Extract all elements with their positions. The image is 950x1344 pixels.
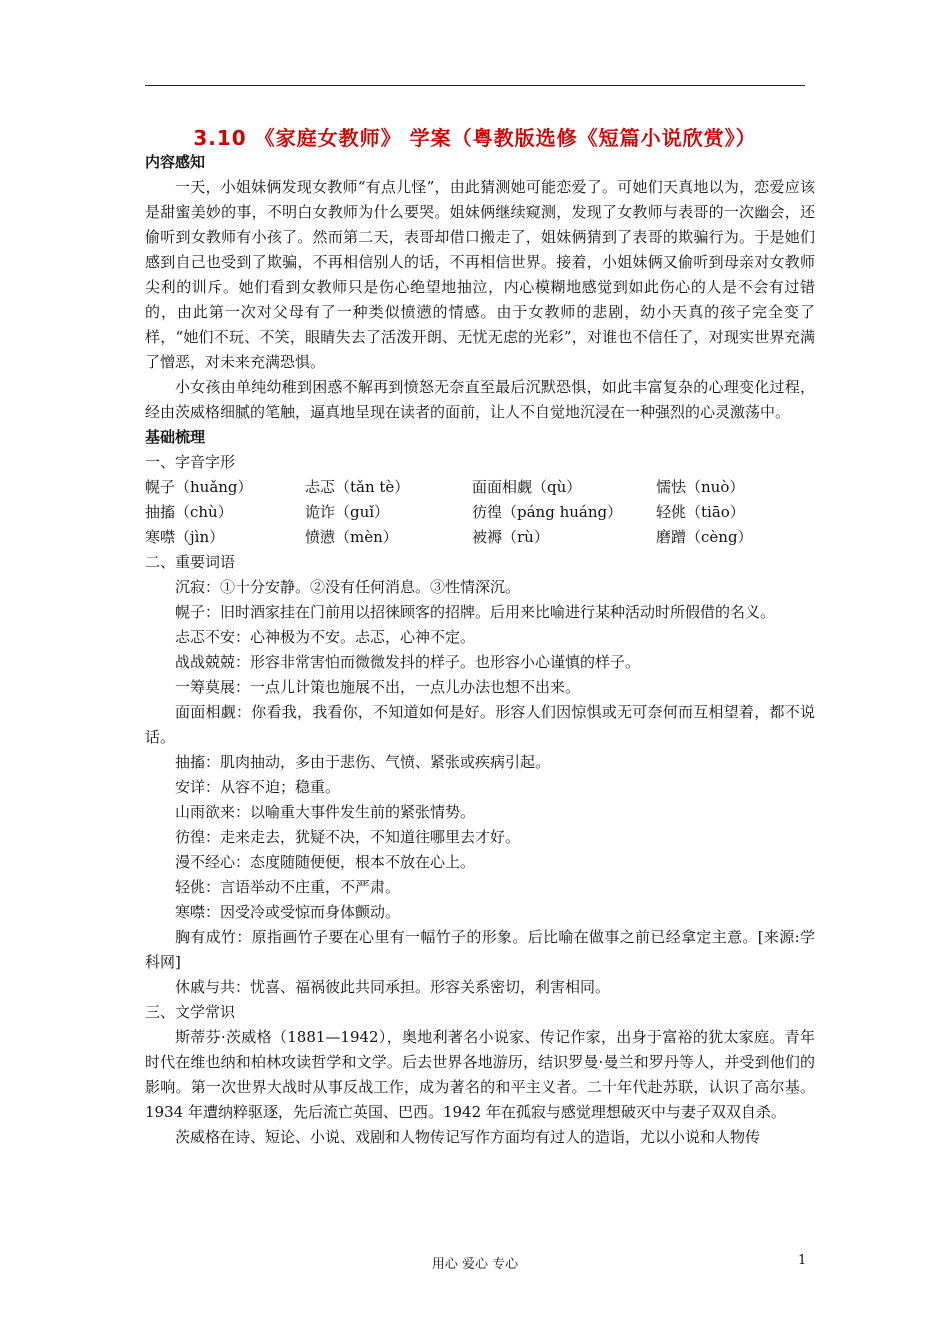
vocab-item: 忐忑（tǎn tè） xyxy=(305,478,410,496)
term-definition: 轻佻：言语举动不庄重，不严肃。 xyxy=(175,878,401,896)
vocab-item: 彷徨（páng huáng） xyxy=(472,503,623,521)
vocab-item: 抽搐（chù） xyxy=(145,503,233,521)
vocab-item: 诡诈（guǐ） xyxy=(305,503,390,521)
term-definition: 漫不经心：态度随随便便，根本不放在心上。 xyxy=(175,853,476,871)
term-definition: 战战兢兢：形容非常害怕而微微发抖的样子。也形容小心谨慎的样子。 xyxy=(175,653,641,671)
term-definition: 面面相觑：你看我，我看你，不知道如何是好。形容人们因惊惧或无可奈何而互相望着，都不说话。 xyxy=(145,703,815,746)
page-number: 1 xyxy=(798,1253,807,1268)
paragraph: 茨威格在诗、短论、小说、戏剧和人物传记写作方面均有过人的造诣，尤以小说和人物传 xyxy=(175,1128,761,1146)
paragraph: 斯蒂芬·茨威格（1881—1942），奥地利著名小说家、传记作家，出身于富裕的犹太家庭。青年时代在维也纳和柏林攻读哲学和文学。后去世界各地游历，结识罗曼·曼兰和罗丹等人，并受到他们的影响。第一次世界大战时从事反战工作，成为著名的和平主义者。二十年代赴苏联，认识了高尔基。1934 年遭纳粹驱逐，先后流亡英国、巴西。1942 年在孤寂与感觉理想破灭中与妻子双双自杀。 xyxy=(145,1028,815,1121)
header-rule xyxy=(145,85,805,86)
term-definition: 抽搐：肌肉抽动，多由于悲伤、气愤、紧张或疾病引起。 xyxy=(175,753,551,771)
subsection-heading: 二、重要词语 xyxy=(145,553,236,571)
vocab-item: 懦怯（nuò） xyxy=(656,478,745,496)
document-body xyxy=(145,150,815,1150)
vocab-item: 寒噤（jìn） xyxy=(145,528,225,546)
term-definition: 安详：从容不迫；稳重。 xyxy=(175,778,341,796)
page-title: 3.10 《家庭女教师》 学案（粤教版选修《短篇小说欣赏》） xyxy=(193,126,757,150)
vocab-item: 幌子（huǎng） xyxy=(145,478,253,496)
term-definition: 一筹莫展：一点儿计策也施展不出，一点儿办法也想不出来。 xyxy=(175,678,581,696)
vocab-item: 轻佻（tiāo） xyxy=(656,503,745,521)
vocab-item: 被褥（rù） xyxy=(472,528,549,546)
section-heading-content: 内容感知 xyxy=(145,153,206,171)
section-heading-basics: 基础梳理 xyxy=(145,428,206,446)
vocab-grid xyxy=(145,475,815,550)
vocab-item: 磨蹭（cèng） xyxy=(656,528,753,546)
term-definition: 忐忑不安：心神极为不安。忐忑，心神不定。 xyxy=(175,628,476,646)
term-definition: 彷徨：走来走去，犹疑不决，不知道往哪里去才好。 xyxy=(175,828,521,846)
vocab-item: 面面相觑（qù） xyxy=(472,478,582,496)
term-definition: 休戚与共：忧喜、福祸彼此共同承担。形容关系密切，利害相同。 xyxy=(175,978,611,996)
subsection-heading: 一、字音字形 xyxy=(145,453,236,471)
term-definition: 寒噤：因受冷或受惊而身体颤动。 xyxy=(175,903,401,921)
subsection-heading: 三、文学常识 xyxy=(145,1003,236,1021)
term-definition: 幌子：旧时酒家挂在门前用以招徕顾客的招牌。后用来比喻进行某种活动时所假借的名义。 xyxy=(175,603,776,621)
term-definition: 胸有成竹：原指画竹子要在心里有一幅竹子的形象。后比喻在做事之前已经拿定主意。[来源:学科网] xyxy=(145,928,815,971)
term-definition: 山雨欲来：以喻重大事件发生前的紧张情势。 xyxy=(175,803,476,821)
paragraph: 一天，小姐妹俩发现女教师“有点儿怪”，由此猜测她可能恋爱了。可她们天真地以为，恋爱应该是甜蜜美妙的事，不明白女教师为什么要哭。姐妹俩继续窥测，发现了女教师与表哥的一次幽会，还偷听到女教师有小孩了。然而第二天，表哥却借口搬走了，姐妹俩猜到了表哥的欺骗行为。于是她们感到自己也受到了欺骗，不再相信别人的话，不再相信世界。接着，小姐妹俩又偷听到母亲对女教师尖利的训斥。她们看到女教师只是伤心绝望地抽泣，内心模糊地感觉到如此伤心的人是不会有过错的，由此第一次对父母有了一种类似愤懑的情感。由于女教师的悲剧，幼小天真的孩子完全变了样，“她们不玩、不笑，眼睛失去了活泼开朗、无忧无虑的光彩”，对谁也不信任了，对现实世界充满了憎恶，对未来充满恐惧。 xyxy=(145,178,815,371)
term-definition: 沉寂：①十分安静。②没有任何消息。③性情深沉。 xyxy=(175,578,521,596)
paragraph: 小女孩由单纯幼稚到困惑不解再到愤怒无奈直至最后沉默恐惧，如此丰富复杂的心理变化过程，经由茨威格细腻的笔触，逼真地呈现在读者的面前，让人不自觉地沉浸在一种强烈的心灵激荡中。 xyxy=(145,378,815,421)
footer-motto: 用心 爱心 专心 xyxy=(431,1257,519,1272)
vocab-item: 愤懑（mèn） xyxy=(305,528,398,546)
